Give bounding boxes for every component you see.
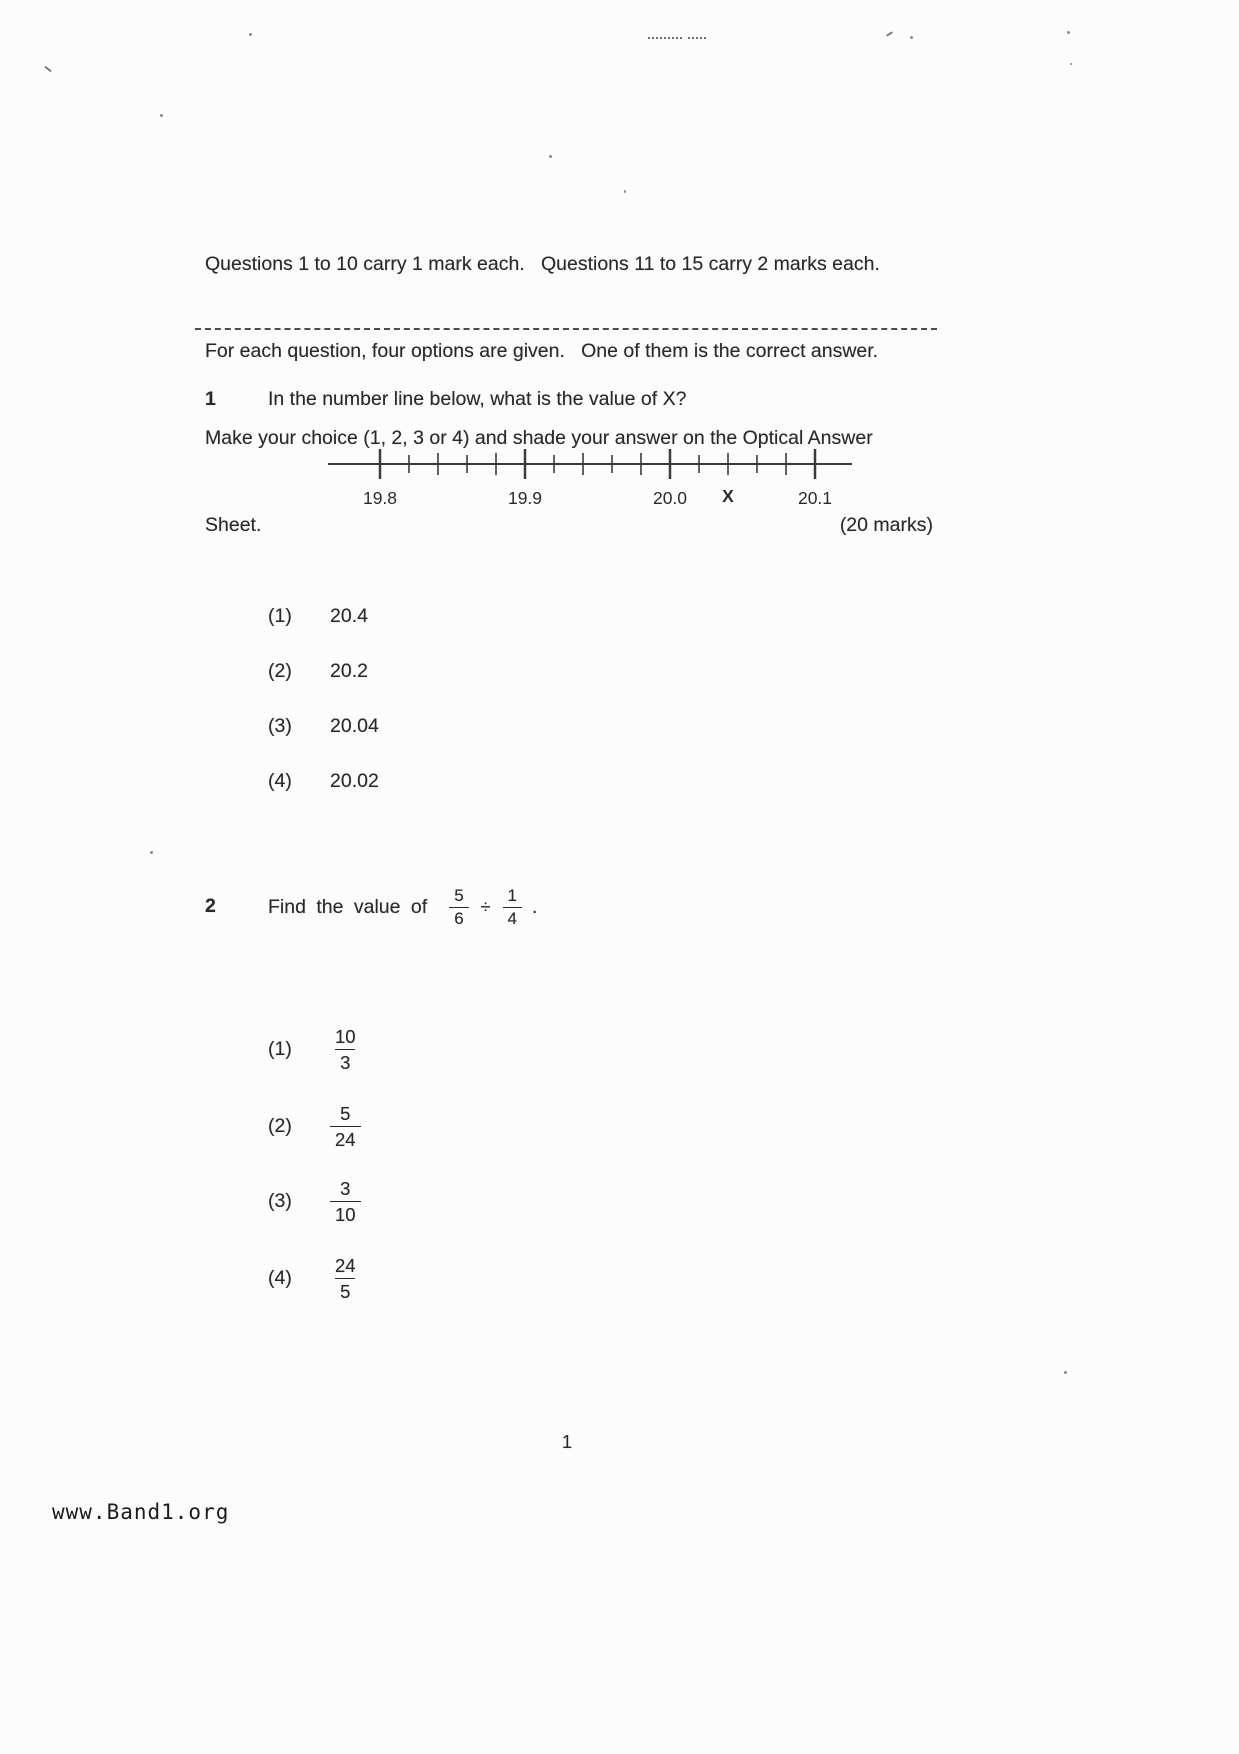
fraction-numerator: 1 <box>507 885 518 905</box>
option-fraction <box>330 1025 361 1074</box>
scan-speck <box>886 31 893 36</box>
question-1-number: 1 <box>205 388 216 410</box>
number-line-figure <box>320 440 860 518</box>
question-2-text: Find the value of <box>268 895 428 918</box>
instructions-line-4: Sheet. <box>205 514 262 536</box>
scan-speck <box>549 155 552 158</box>
q2-option-4 <box>268 1254 361 1303</box>
option-label: (1) <box>268 1038 292 1061</box>
number-line-svg <box>320 440 860 518</box>
option-label: (2) <box>268 1115 292 1138</box>
page-number: 1 <box>561 1432 572 1452</box>
separator-line <box>195 328 937 330</box>
option-fraction <box>330 1177 361 1226</box>
total-marks: (20 marks) <box>839 514 933 536</box>
fraction-denominator: 24 <box>330 1126 361 1151</box>
footer-url: www.Band1.org <box>52 1500 230 1524</box>
fraction-numerator: 5 <box>340 1103 351 1124</box>
option-label: (1) <box>268 605 292 627</box>
fraction-numerator: 3 <box>340 1178 351 1199</box>
tick-label-19-9: 19.9 <box>507 488 543 508</box>
fraction-numerator: 5 <box>454 885 464 905</box>
option-value: 20.4 <box>330 605 368 627</box>
instructions-line-1: Questions 1 to 10 carry 1 mark each. Questions 11 to 15 carry 2 marks each. <box>205 253 880 275</box>
fraction-numerator: 24 <box>335 1255 356 1276</box>
scan-speck <box>688 37 706 39</box>
x-label: X <box>722 486 734 506</box>
q2-option-2 <box>268 1102 361 1151</box>
fraction-denominator: 3 <box>335 1049 355 1074</box>
q2-option-1 <box>268 1025 361 1074</box>
fraction-denominator: 5 <box>335 1278 355 1303</box>
option-label: (4) <box>268 1267 292 1290</box>
option-value: 20.04 <box>330 715 379 737</box>
scan-speck <box>1067 31 1070 34</box>
scan-speck <box>648 37 682 39</box>
q1-option-1 <box>268 605 368 628</box>
option-value: 20.02 <box>330 770 379 792</box>
scan-speck <box>160 114 163 117</box>
question-2-text-line <box>268 878 537 936</box>
option-fraction <box>330 1254 361 1303</box>
q2-option-3 <box>268 1177 361 1226</box>
fraction-5-6 <box>449 886 468 928</box>
scan-speck <box>1070 63 1072 65</box>
option-value: 20.2 <box>330 660 368 682</box>
option-label: (4) <box>268 770 292 792</box>
option-label: (3) <box>268 1190 292 1213</box>
scan-speck <box>44 66 52 73</box>
scan-speck <box>150 851 153 854</box>
scan-speck <box>910 36 913 39</box>
q1-option-4 <box>268 770 379 793</box>
option-label: (2) <box>268 660 292 682</box>
sentence-period: . <box>532 895 538 918</box>
q1-option-2 <box>268 660 368 683</box>
option-fraction <box>330 1102 361 1151</box>
question-2-number: 2 <box>205 895 216 917</box>
fraction-denominator: 6 <box>449 907 468 929</box>
instructions-line-3: Make your choice (1, 2, 3 or 4) and shade your answer on the Optical Answer <box>205 427 873 449</box>
scan-speck <box>249 33 252 36</box>
division-operator: ÷ <box>480 896 491 917</box>
tick-label-19-8: 19.8 <box>362 488 398 508</box>
instructions-line-2: For each question, four options are given. One of them is the correct answer. <box>205 340 879 362</box>
fraction-denominator: 4 <box>503 907 522 929</box>
scan-speck <box>1064 1371 1067 1374</box>
fraction-denominator: 10 <box>330 1201 361 1226</box>
fraction-1-4 <box>503 886 522 928</box>
option-label: (3) <box>268 715 292 737</box>
question-1-text: In the number line below, what is the value of X? <box>268 388 687 410</box>
fraction-numerator: 10 <box>335 1026 356 1047</box>
q1-option-3 <box>268 715 379 738</box>
tick-label-20-0: 20.0 <box>652 488 688 508</box>
tick-label-20-1: 20.1 <box>797 488 833 508</box>
